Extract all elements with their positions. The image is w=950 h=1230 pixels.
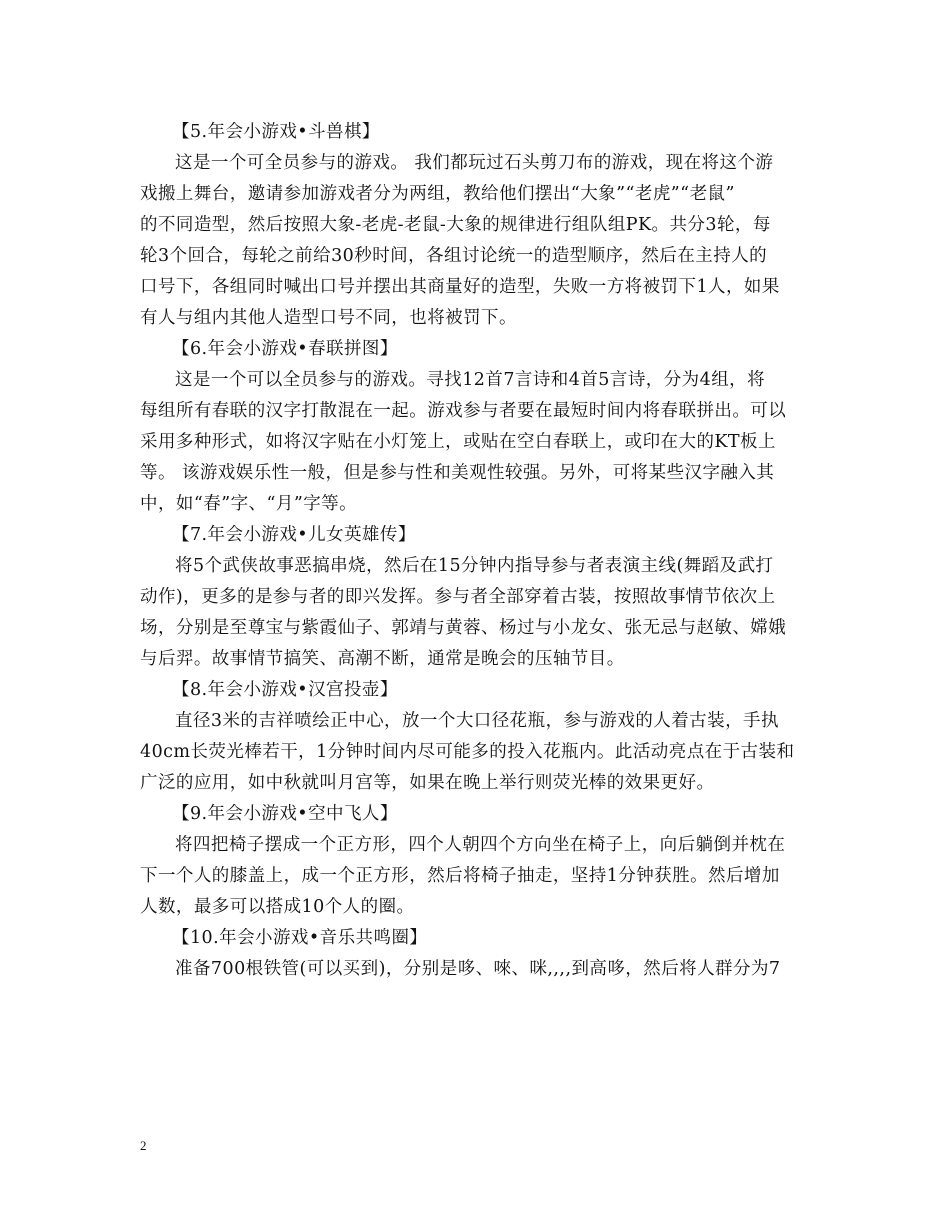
paragraph-line: 广泛的应用，如中秋就叫月宫等，如果在晚上举行则荧光棒的效果更好。 — [140, 773, 715, 793]
paragraph-line: 这是一个可全员参与的游戏。 我们都玩过石头剪刀布的游戏，现在将这个游 — [175, 153, 774, 173]
paragraph-line: 有人与组内其他人造型口号不同，也将被罚下。 — [140, 308, 517, 328]
section-heading: 【8.年会小游戏•汉宫投壶】 — [172, 680, 398, 700]
section-heading: 【9.年会小游戏•空中飞人】 — [172, 804, 398, 824]
section-heading: 【7.年会小游戏•儿女英雄传】 — [172, 525, 416, 545]
paragraph-line: 下一个人的膝盖上，成一个正方形，然后将椅子抽走，坚持1分钟获胜。然后增加 — [140, 866, 780, 886]
paragraph-line: 40cm长荧光棒若干，1分钟时间内尽可能多的投入花瓶内。此活动亮点在于古装和 — [140, 742, 795, 762]
paragraph-line: 人数，最多可以搭成10个人的圈。 — [140, 897, 415, 917]
section-heading: 【6.年会小游戏•春联拼图】 — [172, 339, 398, 359]
paragraph-line: 采用多种形式，如将汉字贴在小灯笼上，或贴在空白春联上，或印在大的KT板上 — [140, 432, 776, 452]
paragraph-line: 轮3个回合，每轮之前给30秒时间，各组讨论统一的造型顺序，然后在主持人的 — [140, 246, 768, 266]
paragraph-line: 的不同造型，然后按照大象-老虎-老鼠-大象的规律进行组队组PK。共分3轮，每 — [140, 215, 771, 235]
section-heading: 【10.年会小游戏•音乐共鸣圈】 — [172, 928, 428, 948]
paragraph-line: 将5个武侠故事恶搞串烧，然后在15分钟内指导参与者表演主线(舞蹈及武打 — [175, 556, 774, 576]
paragraph-line: 直径3米的吉祥喷绘正中心，放一个大口径花瓶，参与游戏的人着古装，手执 — [175, 711, 779, 731]
section-heading: 【5.年会小游戏•斗兽棋】 — [172, 122, 380, 142]
page-number: 2 — [140, 1138, 147, 1153]
paragraph-line: 等。 该游戏娱乐性一般，但是参与性和美观性较强。另外，可将某些汉字融入其 — [140, 463, 775, 483]
paragraph-line: 中，如“春”字、“月”字等。 — [140, 494, 358, 514]
paragraph-line: 与后羿。故事情节搞笑、高潮不断，通常是晚会的压轴节目。 — [140, 649, 625, 669]
paragraph-line: 动作)，更多的是参与者的即兴发挥。参与者全部穿着古装，按照故事情节依次上 — [140, 587, 776, 607]
paragraph-line: 戏搬上舞台，邀请参加游戏者分为两组，教给他们摆出“大象”“老虎”“老鼠” — [140, 184, 735, 204]
paragraph-line: 准备700根铁管(可以买到)，分别是哆、唻、咪,,,,到高哆，然后将人群分为7 — [175, 959, 781, 979]
document-body — [140, 117, 812, 985]
paragraph-line: 口号下，各组同时喊出口号并摆出其商量好的造型，失败一方将被罚下1人，如果 — [140, 277, 780, 297]
paragraph-line: 场，分别是至尊宝与紫霞仙子、郭靖与黄蓉、杨过与小龙女、张无忌与赵敏、嫦娥 — [140, 618, 787, 638]
paragraph-line: 将四把椅子摆成一个正方形，四个人朝四个方向坐在椅子上，向后躺倒并枕在 — [175, 835, 786, 855]
paragraph-line: 每组所有春联的汉字打散混在一起。游戏参与者要在最短时间内将春联拼出。可以 — [140, 401, 787, 421]
paragraph-line: 这是一个可以全员参与的游戏。寻找12首7言诗和4首5言诗，分为4组，将 — [175, 370, 766, 390]
